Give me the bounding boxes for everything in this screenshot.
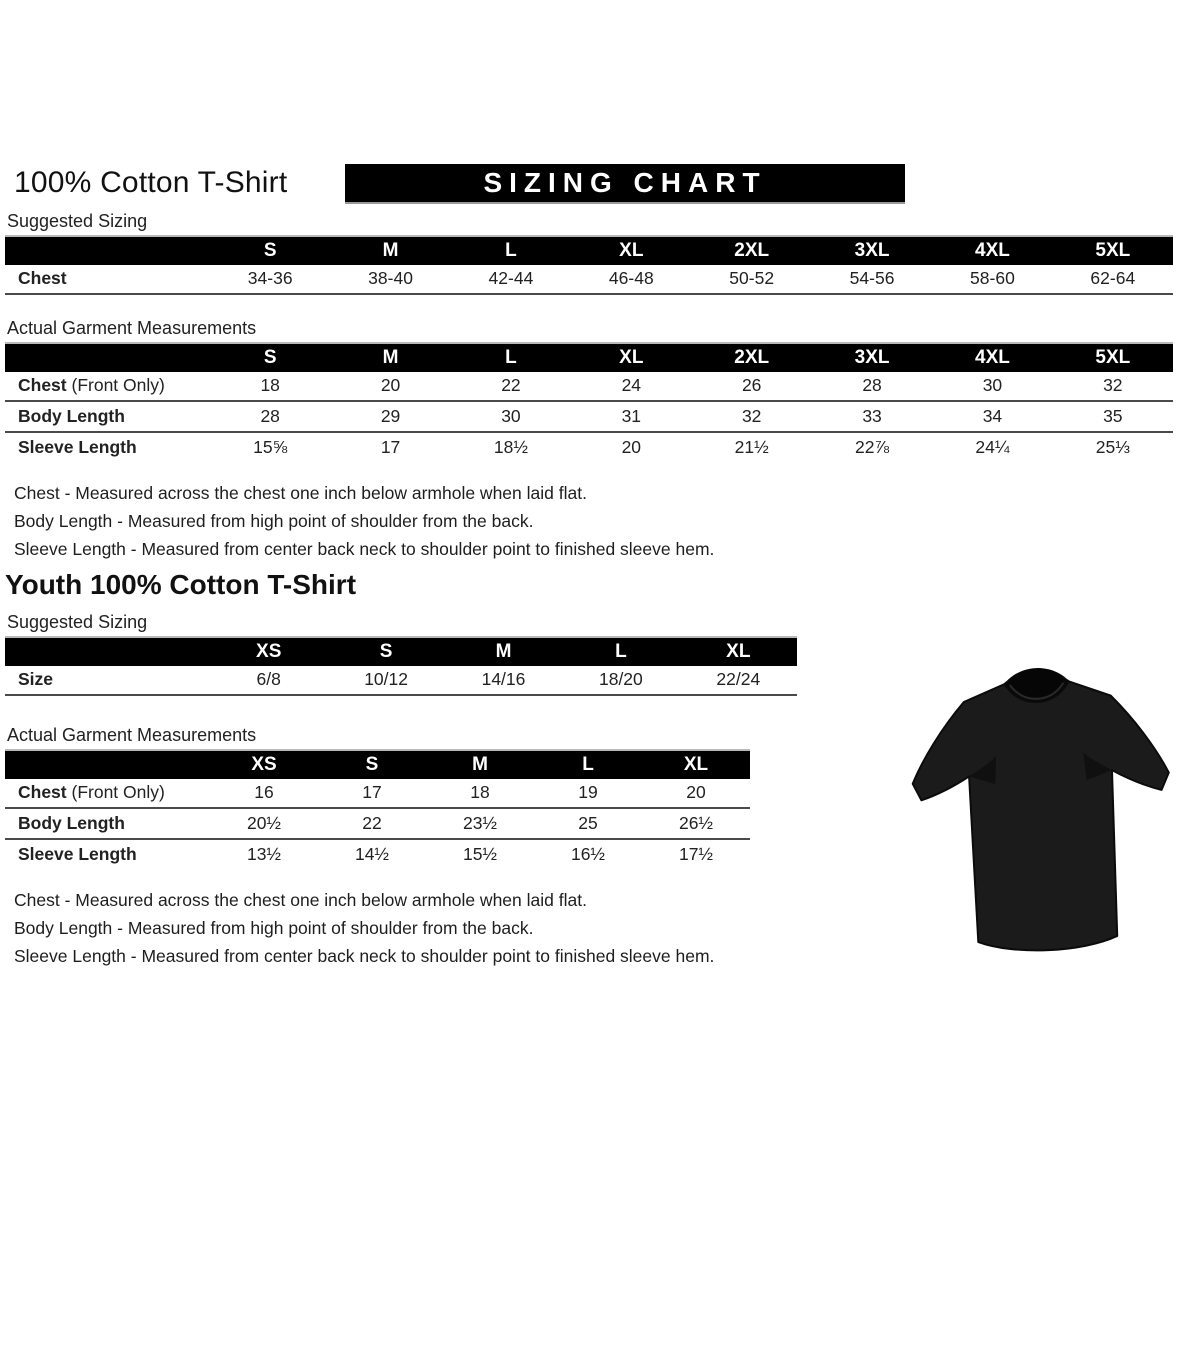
measurement-cell: 38-40 [368,268,413,288]
row-label-text: Body Length [18,813,125,833]
measurement-cell: 18 [470,782,490,802]
size-column-header: M [382,347,399,368]
row-label-text: Chest [18,375,67,395]
measurement-cell: 20 [686,782,706,802]
size-column-header: L [505,240,517,261]
measurement-cell: 20 [621,437,642,457]
measurement-cell: 32 [741,406,762,426]
row-label-text: Chest [18,782,67,802]
measurement-cell: 29 [380,406,401,426]
size-column-header: S [365,754,379,775]
size-column-header: 4XL [975,347,1010,368]
row-label-text: Chest [18,268,67,288]
row-label [5,268,210,289]
measurement-cell: 19 [578,782,598,802]
measurement-cell: 46-48 [608,268,654,288]
size-column-header: 5XL [1095,347,1131,368]
table-row-sleeve-length [5,840,750,869]
size-column-header: L [615,641,627,662]
measurement-cell: 20 [380,375,401,395]
measurement-cell: 14/16 [481,669,526,689]
note-sleeve-length: Sleeve Length - Measured from center back neck to shoulder point to finished sleeve hem. [14,539,715,559]
size-column-header: 3XL [854,240,890,261]
adult-suggested-sizing-table [5,235,1173,295]
size-column-header: M [495,641,512,662]
size-column-header: M [472,754,488,775]
measurement-cell: 16 [254,782,274,802]
adult-actual-measurements-label: Actual Garment Measurements [7,318,257,338]
measurement-cell: 17½ [678,844,714,864]
table-row-body-length [5,809,750,840]
measurement-cell: 34-36 [247,268,293,288]
measurement-cell: 31 [621,406,642,426]
table-row-size [5,665,797,696]
measurement-cell: 22/24 [716,669,761,689]
row-label [5,813,210,834]
table-row-chest [5,778,750,809]
size-column-header: L [582,754,594,775]
measurement-cell: 25⅓ [1095,437,1130,457]
size-column-header: XS [256,641,282,662]
size-column-header: 2XL [734,240,770,261]
measurement-cell: 18 [260,375,280,395]
row-label-text: Sleeve Length [18,844,137,864]
measurement-cell: 24¼ [975,437,1010,457]
row-label [5,782,210,803]
table-header-row [5,237,1173,264]
youth-actual-measurements-table [5,749,750,869]
measurement-cell: 22⅞ [855,437,890,457]
note-sleeve-length: Sleeve Length - Measured from center back neck to shoulder point to finished sleeve hem. [14,946,715,966]
measurement-cell: 6/8 [256,669,281,689]
measurement-cell: 22 [362,813,382,833]
size-column-header: XL [619,240,644,261]
measurement-cell: 17 [380,437,401,457]
table-header-row [5,638,797,665]
measurement-cell: 35 [1103,406,1123,426]
size-column-header: M [382,240,399,261]
banner-label: SIZING CHART [483,167,767,198]
measurement-cell: 28 [862,375,882,395]
measurement-cell: 17 [362,782,382,802]
row-label [5,375,210,396]
measurement-cell: 32 [1103,375,1123,395]
sizing-chart-banner [345,164,905,202]
measurement-cell: 13½ [246,844,282,864]
measurement-cell: 42-44 [488,268,534,288]
youth-suggested-sizing-label: Suggested Sizing [7,612,148,632]
measurement-cell: 58-60 [970,268,1015,288]
size-column-header: XL [619,347,644,368]
measurement-cell: 34 [982,406,1003,426]
measurement-cell: 14½ [354,844,390,864]
page-header [14,164,1200,202]
row-label-suffix: (Front Only) [66,375,165,395]
measurement-cell: 15⅝ [253,437,288,457]
measurement-cell: 25 [578,813,598,833]
measurement-cell: 50-52 [729,268,775,288]
measurement-cell: 62-64 [1090,268,1136,288]
youth-suggested-sizing-table [5,636,797,696]
size-column-header: XL [726,641,751,662]
note-body-length: Body Length - Measured from high point of shoulder from the back. [14,511,534,531]
size-column-header: L [505,347,517,368]
measurement-cell: 18/20 [598,669,643,689]
table-header-row [5,344,1173,371]
table-row-chest [5,371,1173,402]
table-row-sleeve-length [5,433,1173,462]
table-row-body-length [5,402,1173,433]
measurement-cell: 26½ [678,813,714,833]
measurement-cell: 28 [260,406,280,426]
measurement-cell: 10/12 [364,669,408,689]
size-column-header: S [379,641,393,662]
measurement-cell: 23½ [462,813,498,833]
size-column-header: S [263,240,277,261]
youth-actual-measurements-label: Actual Garment Measurements [7,725,257,745]
size-column-header: 5XL [1095,240,1131,261]
size-column-header: XS [251,754,277,775]
row-label [5,437,210,458]
adult-actual-measurements-table [5,342,1173,462]
youth-section-title: Youth 100% Cotton T-Shirt [5,569,357,600]
row-label-suffix: (Front Only) [66,782,165,802]
adult-measurement-notes [14,479,1200,563]
measurement-cell: 20½ [246,813,282,833]
size-column-header: 2XL [734,347,770,368]
measurement-cell: 30 [501,406,521,426]
page-title: 100% Cotton T-Shirt [14,166,288,199]
adult-suggested-sizing-label: Suggested Sizing [7,211,148,231]
measurement-cell: 15½ [462,844,498,864]
size-column-header: 3XL [854,347,890,368]
measurement-cell: 22 [501,375,521,395]
row-label-text: Body Length [18,406,125,426]
row-label [5,406,210,427]
table-row-chest [5,264,1173,295]
measurement-cell: 54-56 [849,268,895,288]
row-label [5,844,210,865]
size-column-header: 4XL [975,240,1010,261]
note-chest: Chest - Measured across the chest one inch below armhole when laid flat. [14,890,587,910]
row-label [5,669,210,690]
note-chest: Chest - Measured across the chest one inch below armhole when laid flat. [14,483,587,503]
tshirt-illustration [886,637,1198,978]
measurement-cell: 33 [862,406,882,426]
tshirt-product-image [886,637,1198,978]
sizing-chart-page [0,164,1200,1364]
row-label-text: Sleeve Length [18,437,137,457]
table-header-row [5,751,750,778]
measurement-cell: 16½ [570,844,606,864]
size-column-header: S [263,347,277,368]
measurement-cell: 26 [741,375,762,395]
size-column-header: XL [683,754,709,775]
measurement-cell: 30 [982,375,1003,395]
measurement-cell: 21½ [734,437,769,457]
note-body-length: Body Length - Measured from high point of shoulder from the back. [14,918,534,938]
row-label-text: Size [18,669,54,689]
measurement-cell: 24 [621,375,642,395]
measurement-cell: 18½ [493,437,528,457]
